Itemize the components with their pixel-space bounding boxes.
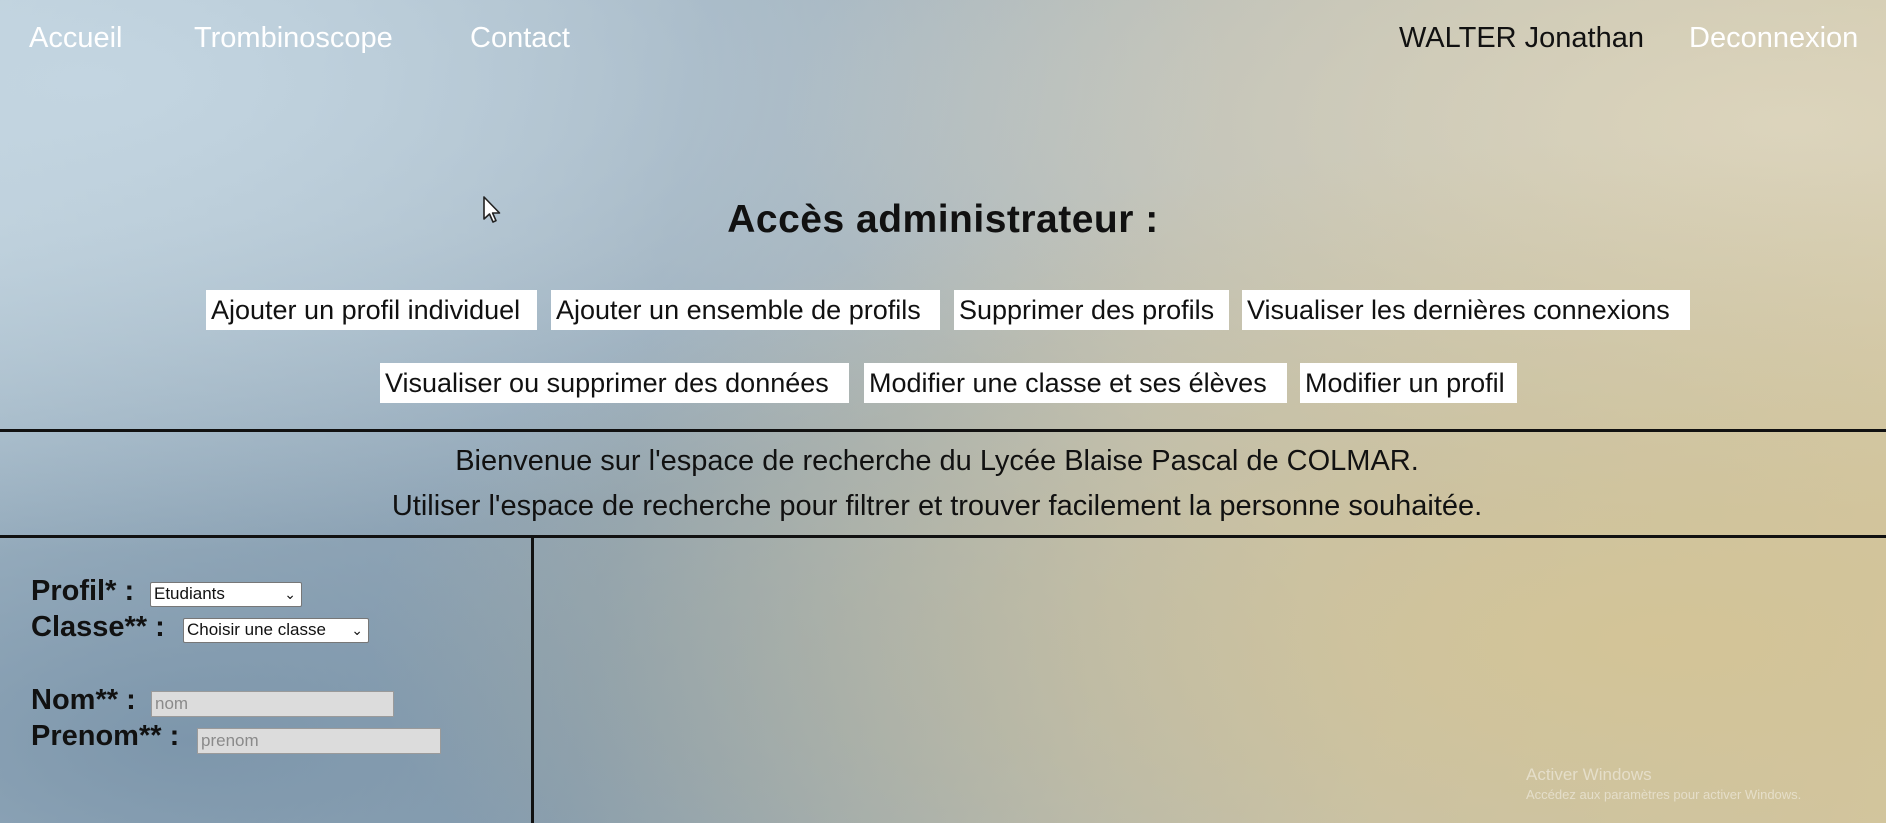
nom-label: Nom** :: [31, 684, 136, 716]
nav-link-accueil[interactable]: Accueil: [29, 22, 123, 54]
profil-select-value: Etudiants: [154, 584, 225, 603]
divider-bottom: [0, 535, 1886, 538]
classe-select[interactable]: [183, 618, 369, 643]
prenom-input[interactable]: [197, 728, 441, 754]
nav-link-trombinoscope[interactable]: Trombinoscope: [194, 22, 393, 54]
welcome-line-1: Bienvenue sur l'espace de recherche du Lycée Blaise Pascal de COLMAR.: [455, 445, 1419, 477]
welcome-line-2: Utiliser l'espace de recherche pour filtrer et trouver facilement la personne souhaitée.: [391, 490, 1483, 522]
watermark-line-2: Accédez aux paramètres pour activer Windows.: [1526, 787, 1802, 802]
delete-profiles-button[interactable]: Supprimer des profils: [954, 290, 1229, 330]
watermark-line-1: Activer Windows: [1526, 765, 1652, 784]
panel-divider: [531, 537, 534, 823]
chevron-down-icon: ⌄: [351, 622, 363, 638]
classe-label: Classe** :: [31, 611, 165, 643]
add-individual-profile-button[interactable]: Ajouter un profil individuel: [206, 290, 537, 330]
chevron-down-icon: ⌄: [284, 586, 296, 602]
profil-label: Profil* :: [31, 575, 135, 607]
user-name: WALTER Jonathan: [1399, 22, 1644, 54]
prenom-label: Prenom** :: [31, 720, 180, 752]
edit-class-button[interactable]: Modifier une classe et ses élèves: [864, 363, 1287, 403]
edit-profile-button[interactable]: Modifier un profil: [1300, 363, 1517, 403]
top-nav: [0, 20, 1886, 60]
admin-title: Accès administrateur :: [727, 198, 1159, 241]
nom-input[interactable]: [151, 691, 394, 717]
logout-link[interactable]: Deconnexion: [1689, 22, 1859, 54]
classe-select-value: Choisir une classe: [187, 620, 326, 639]
add-profile-set-button[interactable]: Ajouter un ensemble de profils: [551, 290, 940, 330]
view-delete-data-button[interactable]: Visualiser ou supprimer des données: [380, 363, 849, 403]
profil-select[interactable]: [150, 582, 302, 607]
divider-top: [0, 429, 1886, 432]
nav-link-contact[interactable]: Contact: [470, 22, 570, 54]
windows-activation-watermark: [1526, 765, 1801, 805]
view-last-connections-button[interactable]: Visualiser les dernières connexions: [1242, 290, 1690, 330]
